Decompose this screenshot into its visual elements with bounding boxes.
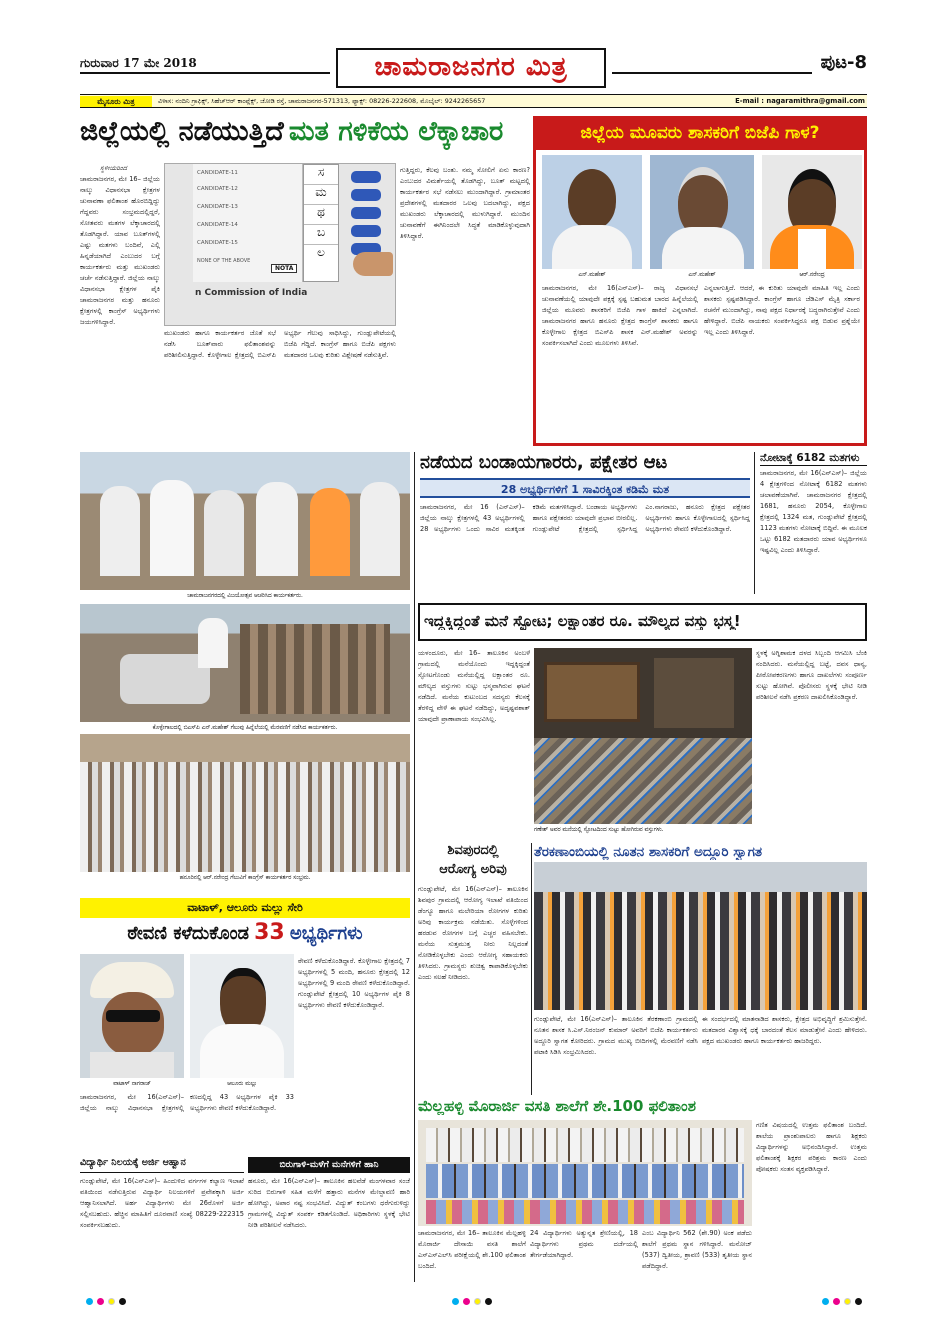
evm-symbol: ಮ xyxy=(304,185,338,205)
evm-label: CANDIDATE-13 xyxy=(197,204,238,210)
evm-nota-tag: NOTA xyxy=(271,264,297,273)
registration-dot xyxy=(86,1298,93,1305)
masthead-rule-left xyxy=(80,72,330,74)
arogya-headline-1: ಶಿವಪುರದಲ್ಲಿ xyxy=(447,843,499,858)
bjp-headline-bar xyxy=(536,119,864,150)
lead-byline: ಸ್ಥಳೀಯರಿಂದ xyxy=(100,164,127,172)
nota-divider xyxy=(754,452,755,594)
victory-photo-3 xyxy=(80,734,410,872)
mla-name-3: ಆರ್.ನರೇಂದ್ರ xyxy=(799,272,825,278)
thevani-headline-black: ಠೇವಣಿ ಕಳೆದುಕೊಂಡ xyxy=(127,923,250,944)
evm-label: CANDIDATE-12 xyxy=(197,186,238,192)
victory-caption-2: ಕೊಳ್ಳೇಗಾಲದಲ್ಲಿ ಬಿಎಸ್‌ಪಿ ಎನ್.ಮಹೇಶ್ ಗೆಲುವು ಹಿನ್ನೆಲೆಯಲ್ಲಿ ಮೆರವಣಿಗೆ ನಡೆಸಿದ ಕಾರ್ಯಕರ್ತರು. xyxy=(152,725,338,731)
contact-line: ವಿಳಾಸ: ನಂದಿನಿ ಗ್ರಾಫಿಕ್ಸ್, ಸಿಹೆಚ್ಆರ್ ಕಾಂಪ್ಲೆಕ್ಸ್, ಜೋಡಿ ರಸ್ತೆ, ಚಾಮರಾಜನಗರ-571313, ಫ್ಯಾಕ್ಸ್: 08226-222608, ಮೊಬೈಲ್: 9242265657 xyxy=(158,97,486,105)
masthead-rule-right xyxy=(612,72,812,74)
evm-label: CANDIDATE-11 xyxy=(197,170,238,176)
arogya-body: ಗುಂಡ್ಲುಪೇಟೆ, ಮೇ 16(ಎನ್‌ಎಸ್)– ತಾಲೂಕಿನ ಶಿವಪುರ ಗ್ರಾಮದಲ್ಲಿ ಆರೋಗ್ಯ ಇಲಾಖೆ ವತಿಯಿಂದ ಡೆಂಗ್ಯೂ ಹಾಗೂ ಮಲೇರಿಯಾ ರೋಗಗಳ ಕುರಿತು ಅರಿವು ಕಾರ್ಯಕ್ರಮ ನಡೆಯಿತು. ಸೊಳ್ಳೆಗಳಿಂದ ಹರಡುವ ರೋಗಗಳ ಬಗ್ಗೆ ಎಚ್ಚರ ವಹಿಸಬೇಕು. ಮನೆಯ ಸುತ್ತಮುತ್ತ ನೀರು ನಿಲ್ಲದಂತೆ ನೋಡಿಕೊಳ್ಳಬೇಕು ಎಂದು ಆರೋಗ್ಯ ಸಹಾಯಕರು ತಿಳಿಸಿದರು. ಗ್ರಾಮಸ್ಥರು ಶುಚಿತ್ವ ಕಾಪಾಡಿಕೊಳ್ಳಬೇಕು ಎಂದು ಸಲಹೆ ನೀಡಿದರು. xyxy=(418,885,528,981)
masthead-title-box xyxy=(336,48,606,88)
registration-dot xyxy=(463,1298,470,1305)
morarji-photo xyxy=(418,1120,752,1226)
bandaya-subhead-band xyxy=(420,478,750,498)
mallu-name: ಆಲೂರು ಮಲ್ಲು xyxy=(227,1081,257,1087)
bjp-body-col1: ಚಾಮರಾಜನಗರ, ಮೇ 16(ಎನ್‌ಎಸ್)– ರಾಜ್ಯ ವಿಧಾನಸಭೆ ಚುನಾವಣೆಯಲ್ಲಿ ಯಾವುದೇ ಪಕ್ಷಕ್ಕೆ ಸ್ಪಷ್ಟ ಬಹುಮತ ಬಾರದ ಹಿನ್ನೆಲೆಯಲ್ಲಿ ಜಿಲ್ಲೆಯ ಮೂವರು ಶಾಸಕರಿಗೆ ಬಿಜೆಪಿ ಗಾಳ ಹಾಕಿದೆ ಎನ್ನಲಾಗಿದೆ. ಚಾಮರಾಜನಗರ ಹಾಗೂ ಹನೂರು ಕ್ಷೇತ್ರದ ಕಾಂಗ್ರೆಸ್ ಶಾಸಕರು ಹಾಗೂ ಕೊಳ್ಳೇಗಾಲ ಕ್ಷೇತ್ರದ ಬಿಎಸ್‌ಪಿ ಶಾಸಕ ಎನ್.ಮಹೇಶ್ ಅವರನ್ನು ಸಂಪರ್ಕಿಸಲಾಗಿದೆ ಎಂದು ಮೂಲಗಳು ತಿಳಿಸಿವೆ. xyxy=(542,284,698,347)
registration-dot xyxy=(822,1298,829,1305)
arji-headline: ವಿದ್ಯಾರ್ಥಿ ನಿಲಯಕ್ಕೆ ಅರ್ಜಿ ಆಹ್ವಾನ xyxy=(80,1157,244,1173)
blast-caption: ಗಣೇಶ್ ಅವರ ಮನೆಯಲ್ಲಿ ಸ್ಫೋಟದಿಂದ ಸುಟ್ಟು ಹೋಗಿರುವ ವಸ್ತುಗಳು. xyxy=(534,827,664,833)
male-body: ಹನೂರು, ಮೇ 16(ಎನ್‌ಎಸ್)– ತಾಲೂಕಿನ ಹಲವೆಡೆ ಮಂಗಳವಾರ ಸಂಜೆ ಸುರಿದ ಬಿರುಗಾಳಿ ಸಹಿತ ಮಳೆಗೆ ಹತ್ತಾರು ಮನೆಗಳ ಮೇಲ್ಛಾವಣಿ ಹಾರಿ ಹೋಗಿದ್ದು, ಅಪಾರ ನಷ್ಟ ಸಂಭವಿಸಿದೆ. ವಿದ್ಯುತ್ ಕಂಬಗಳು ಧರೆಗುರುಳಿದ್ದು ಗ್ರಾಮಗಳಲ್ಲಿ ವಿದ್ಯುತ್ ಸಂಪರ್ಕ ಕಡಿತಗೊಂಡಿದೆ. ಅಧಿಕಾರಿಗಳು ಸ್ಥಳಕ್ಕೆ ಭೇಟಿ ನೀಡಿ ಪರಿಶೀಲನೆ ನಡೆಸಿದರು. xyxy=(248,1177,410,1229)
thevani-headline-red: 33 xyxy=(254,920,285,945)
morarji-body-col4: ಗಣಿತ ವಿಷಯದಲ್ಲಿ ಉತ್ತಮ ಫಲಿತಾಂಶ ಬಂದಿದೆ. ಶಾಲೆಯ ಪ್ರಾಂಶುಪಾಲರು ಹಾಗೂ ಶಿಕ್ಷಕರು ವಿದ್ಯಾರ್ಥಿಗಳನ್ನು ಅಭಿನಂದಿಸಿದ್ದಾರೆ. ಉತ್ತಮ ಫಲಿತಾಂಶಕ್ಕೆ ಶಿಕ್ಷಕರ ಪರಿಶ್ರಮ ಕಾರಣ ಎಂದು ಪೋಷಕರು ಸಂತಸ ವ್ಯಕ್ತಪಡಿಸಿದ್ದಾರೆ. xyxy=(756,1121,867,1173)
lead-body-col3: ಗುತ್ತಿದ್ದರು, ಕೆಲವು ಬಂತು. ನಮ್ಮ ಸೋಲಿಗೆ ಏನು ಕಾರಣ? ಎಂಬುದರ ವಿಮರ್ಶೆಯಲ್ಲಿ ತೊಡಗಿದ್ದು, ಬೂತ್ ಮಟ್ಟದಲ್ಲಿ ಕಾರ್ಯಕರ್ತರ ಸಭೆ ನಡೆಸಲು ಮುಂದಾಗಿದ್ದಾರೆ. ಗ್ರಾಮಾಂತರ ಪ್ರದೇಶಗಳಲ್ಲಿ ಮತದಾರರ ಒಲವು ಬದಲಾಗಿದ್ದು, ಪಕ್ಷದ ಮುಖಂಡರು ಲೆಕ್ಕಾಚಾರದಲ್ಲಿ ಮುಳುಗಿದ್ದಾರೆ. ಮುಂದಿನ ಚುನಾವಣೆಗೆ ಈಗಿನಿಂದಲೇ ಸಿದ್ಧತೆ ಮಾಡಿಕೊಳ್ಳುವುದಾಗಿ ತಿಳಿಸಿದ್ದಾರೆ. xyxy=(400,166,530,240)
registration-dot xyxy=(485,1298,492,1305)
evm-label: CANDIDATE-14 xyxy=(197,222,238,228)
morarji-body-col2: 24 ವಿದ್ಯಾರ್ಥಿಗಳು ಅತ್ಯುನ್ನತ ಶ್ರೇಣಿಯಲ್ಲಿ, 18 ವಿದ್ಯಾರ್ಥಿಗಳು ಪ್ರಥಮ ದರ್ಜೆಯಲ್ಲಿ ತೇರ್ಗಡೆಯಾಗಿದ್ದಾರೆ. xyxy=(530,1229,638,1259)
swagatha-body-col1: ಗುಂಡ್ಲುಪೇಟೆ, ಮೇ 16(ಎನ್‌ಎಸ್)– ತಾಲೂಕಿನ ತೆರಕಣಾಂಬಿ ಗ್ರಾಮದಲ್ಲಿ ನೂತನ ಶಾಸಕ ಸಿ.ಎಸ್.ನಿರಂಜನ್ ಕುಮಾರ್ ಅವರಿಗೆ ಬಿಜೆಪಿ ಕಾರ್ಯಕರ್ತರು ಅದ್ದೂರಿ ಸ್ವಾಗತ ಕೋರಿದರು. ಗ್ರಾಮದ ಮುಖ್ಯ ಬೀದಿಗಳಲ್ಲಿ ಮೆರವಣಿಗೆ ನಡೆಸಿ ಪಟಾಕಿ ಸಿಡಿಸಿ ಸಂಭ್ರಮಿಸಿದರು. xyxy=(534,1015,698,1056)
lead-body-col1: ಚಾಮರಾಜನಗರ, ಮೇ 16– ಜಿಲ್ಲೆಯ ನಾಲ್ಕು ವಿಧಾನಸಭಾ ಕ್ಷೇತ್ರಗಳ ಚುನಾವಣಾ ಫಲಿತಾಂಶ ಹೊರಬಿದ್ದಿದ್ದು ಗೆದ್ದವರು ಸಂಭ್ರಮದಲ್ಲಿದ್ದರೆ, ಸೋತವರು ಮತಗಳ ಲೆಕ್ಕಾಚಾರದಲ್ಲಿ ತೊಡಗಿದ್ದಾರೆ. ಯಾವ ಬೂತ್‌ಗಳಲ್ಲಿ ಎಷ್ಟು ಮತಗಳು ಬಂದಿವೆ, ಎಲ್ಲಿ ಹಿನ್ನಡೆಯಾಗಿದೆ ಎಂಬುದರ ಬಗ್ಗೆ ಕಾರ್ಯಕರ್ತರು ಮತ್ತು ಮುಖಂಡರು ಚರ್ಚೆ ನಡೆಸುತ್ತಿದ್ದಾರೆ. ಜಿಲ್ಲೆಯ ನಾಲ್ಕು ವಿಧಾನಸಭಾ ಕ್ಷೇತ್ರಗಳ ಪೈಕಿ ಚಾಮರಾಜನಗರ ಮತ್ತು ಹನೂರು ಕ್ಷೇತ್ರಗಳಲ್ಲಿ ಕಾಂಗ್ರೆಸ್ ಅಭ್ಯರ್ಥಿಗಳು ಜಯಗಳಿಸಿದ್ದಾರೆ. xyxy=(80,175,160,326)
mysore-mithra-tag: ಮೈಸೂರು ಮಿತ್ರ xyxy=(80,96,152,107)
morarji-headline: ಮೆಲ್ಲಹಳ್ಳಿ ಮೊರಾರ್ಜಿ ವಸತಿ ಶಾಲೆಗೆ ಶೇ.100 ಫಲಿತಾಂಶ xyxy=(418,1097,696,1115)
registration-dot xyxy=(833,1298,840,1305)
victory-caption-3: ಹನೂರಿನಲ್ಲಿ ಆರ್.ನರೇಂದ್ರ ಗೆಲುವಿಗೆ ಕಾಂಗ್ರೆಸ್ ಕಾರ್ಯಕರ್ತರ ಸಂಭ್ರಮ. xyxy=(179,875,311,881)
blast-body-col2: ಸ್ಥಳಕ್ಕೆ ಅಗ್ನಿಶಾಮಕ ದಳದ ಸಿಬ್ಬಂದಿ ಆಗಮಿಸಿ ಬೆಂಕಿ ನಂದಿಸಿದರು. ಮನೆಯಲ್ಲಿದ್ದ ಬಟ್ಟೆ, ದವಸ ಧಾನ್ಯ, ಪೀಠೋಪಕರಣಗಳು ಹಾಗೂ ದಾಖಲೆಗಳು ಸಂಪೂರ್ಣ ಸುಟ್ಟು ಹೋಗಿವೆ. ಪೊಲೀಸರು ಸ್ಥಳಕ್ಕೆ ಭೇಟಿ ನೀಡಿ ಪರಿಶೀಲನೆ ನಡೆಸಿ ಪ್ರಕರಣ ದಾಖಲಿಸಿಕೊಂಡಿದ್ದಾರೆ. xyxy=(756,649,867,701)
nota-headline: ನೋಟಾಕ್ಕೆ 6182 ಮತಗಳು xyxy=(760,452,867,466)
arogya-headline-2: ಆರೋಗ್ಯ ಅರಿವು xyxy=(439,862,507,877)
registration-marks-center xyxy=(450,1290,494,1309)
thevani-headline xyxy=(80,920,410,950)
registration-dot xyxy=(97,1298,104,1305)
thevani-body-col2: ಠೇವಣಿ ಕಳೆದುಕೊಂಡಿದ್ದಾರೆ. ಕೊಳ್ಳೇಗಾಲ ಕ್ಷೇತ್ರದಲ್ಲಿ 7 ಅಭ್ಯರ್ಥಿಗಳಲ್ಲಿ 5 ಮಂದಿ, ಹನೂರು ಕ್ಷೇತ್ರದಲ್ಲಿ 12 ಅಭ್ಯರ್ಥಿಗಳಲ್ಲಿ 9 ಮಂದಿ ಠೇವಣಿ ಕಳೆದುಕೊಂಡಿದ್ದಾರೆ. ಗುಂಡ್ಲುಪೇಟೆ ಕ್ಷೇತ್ರದಲ್ಲಿ 10 ಅಭ್ಯರ್ಥಿಗಳ ಪೈಕಿ 8 ಅಭ್ಯರ್ಥಿಗಳು ಠೇವಣಿ ಕಳೆದುಕೊಂಡಿದ್ದಾರೆ. xyxy=(298,957,410,1009)
registration-marks-left xyxy=(84,1290,128,1309)
column-rule xyxy=(414,452,415,1282)
thevani-kicker: ವಾಟಾಳ್, ಆಲೂರು ಮಲ್ಲು ಸೇರಿ xyxy=(80,898,410,918)
lead-headline-green: ಮತ ಗಳಿಕೆಯ ಲೆಕ್ಕಾಚಾರ xyxy=(288,116,504,147)
mla-name-2: ಎನ್.ಮಹೇಶ್ xyxy=(688,272,716,278)
thevani-headline-blue: ಅಭ್ಯರ್ಥಿಗಳು xyxy=(289,923,363,944)
blast-photo xyxy=(534,648,752,824)
bjp-box xyxy=(533,116,867,446)
masthead xyxy=(80,48,867,92)
bandaya-headline: ನಡೆಯದ ಬಂಡಾಯಗಾರರು, ಪಕ್ಷೇತರ ಆಟ xyxy=(420,452,668,473)
voter-finger xyxy=(353,252,393,276)
evm-symbol: ಲ xyxy=(317,245,325,259)
blast-headline-box xyxy=(418,603,867,641)
registration-dot xyxy=(844,1298,851,1305)
morarji-body-col1: ಚಾಮರಾಜನಗರ, ಮೇ 16– ತಾಲೂಕಿನ ಮೆಲ್ಲಹಳ್ಳಿ ಮೊರಾರ್ಜಿ ದೇಸಾಯಿ ವಸತಿ ಶಾಲೆಗೆ ಎಸ್‌ಎಸ್‌ಎಲ್‌ಸಿ ಪರೀಕ್ಷೆಯಲ್ಲಿ ಶೇ.100 ಫಲಿತಾಂಶ ಬಂದಿದೆ. xyxy=(418,1229,526,1270)
victory-caption-1: ಚಾಮರಾಜನಗರದಲ್ಲಿ ವಿಜಯೋತ್ಸವ ಆಚರಿಸಿದ ಕಾರ್ಯಕರ್ತರು. xyxy=(187,593,303,599)
blast-headline: ಇದ್ದಕ್ಕಿದ್ದಂತೆ ಮನೆ ಸ್ಫೋಟ; ಲಕ್ಷಾಂತರ ರೂ. ಮೌಲ್ಯದ ವಸ್ತು ಭಸ್ಮ! xyxy=(424,612,741,630)
email-line: E-mail : nagaramithra@gmail.com xyxy=(735,97,865,105)
lead-body-col2: ಮುಖಂಡರು ಹಾಗೂ ಕಾರ್ಯಕರ್ತರ ಜೊತೆ ಸಭೆ ನಡೆಸಿ ಬೂತ್‌ವಾರು ಫಲಿತಾಂಶವನ್ನು ಪರಿಶೀಲಿಸುತ್ತಿದ್ದಾರೆ. ಕೊಳ್ಳೇಗಾಲ ಕ್ಷೇತ್ರದಲ್ಲಿ ಬಿಎಸ್‌ಪಿ ಅಭ್ಯರ್ಥಿ ಗೆಲುವು ಸಾಧಿಸಿದ್ದು, ಗುಂಡ್ಲುಪೇಟೆಯಲ್ಲಿ ಬಿಜೆಪಿ ಗೆದ್ದಿದೆ. ಕಾಂಗ್ರೆಸ್ ಹಾಗೂ ಬಿಜೆಪಿ ಪಕ್ಷಗಳು ಮತದಾರರ ಒಲವು ಕುರಿತು ವಿಶ್ಲೇಷಣೆ ನಡೆಸುತ್ತಿವೆ. xyxy=(164,329,396,359)
evm-symbol-column xyxy=(303,164,339,282)
nota-body: ಚಾಮರಾಜನಗರ, ಮೇ 16(ಎನ್‌ಎಸ್)– ಜಿಲ್ಲೆಯ 4 ಕ್ಷೇತ್ರಗಳಿಂದ ನೋಟಾಕ್ಕೆ 6182 ಮತಗಳು ಚಲಾವಣೆಯಾಗಿವೆ. ಚಾಮರಾಜನಗರ ಕ್ಷೇತ್ರದಲ್ಲಿ 1681, ಹನೂರು 2054, ಕೊಳ್ಳೇಗಾಲ ಕ್ಷೇತ್ರದಲ್ಲಿ 1324 ಮತ, ಗುಂಡ್ಲುಪೇಟೆ ಕ್ಷೇತ್ರದಲ್ಲಿ 1123 ಮತಗಳು ನೋಟಾಕ್ಕೆ ಬಿದ್ದಿವೆ. ಈ ಮೂಲಕ ಒಟ್ಟು 6182 ಮತದಾರರು ಯಾವ ಅಭ್ಯರ್ಥಿಗಳೂ ಇಷ್ಟವಿಲ್ಲ ಎಂದು ತಿಳಿಸಿದ್ದಾರೆ. xyxy=(760,469,867,554)
registration-dot xyxy=(119,1298,126,1305)
registration-dot xyxy=(108,1298,115,1305)
issue-date: ಗುರುವಾರ 17 ಮೇ 2018 xyxy=(80,56,197,70)
mla-photo-2 xyxy=(650,155,754,269)
evm-footer: n Commission of India xyxy=(195,288,308,298)
column-rule xyxy=(531,843,532,1095)
victory-photo-1 xyxy=(80,452,410,590)
bandaya-subhead: 28 ಅಭ್ಯರ್ಥಿಗಳಿಗೆ 1 ಸಾವಿರಕ್ಕಿಂತ ಕಡಿಮೆ ಮತ xyxy=(500,483,670,496)
swagatha-photo xyxy=(534,862,867,1010)
evm-symbol: ಬ xyxy=(304,225,338,245)
lead-headline xyxy=(80,116,530,160)
thevani-body-col1: ಚಾಮರಾಜನಗರ, ಮೇ 16(ಎನ್‌ಎಸ್)– ಜಿಲ್ಲೆಯ ನಾಲ್ಕು ವಿಧಾನಸಭಾ ಕ್ಷೇತ್ರಗಳಲ್ಲಿ ಕಣದಲ್ಲಿದ್ದ 43 ಅಭ್ಯರ್ಥಿಗಳ ಪೈಕಿ 33 ಅಭ್ಯರ್ಥಿಗಳು ಠೇವಣಿ ಕಳೆದುಕೊಂಡಿದ್ದಾರೆ. xyxy=(80,1093,294,1112)
evm-symbol: ಸ xyxy=(304,165,338,185)
victory-photo-2 xyxy=(80,604,410,722)
page-number: ಪುಟ-8 xyxy=(820,52,867,73)
bjp-body-col2: ಎನ್ನಲಾಗುತ್ತಿದೆ. ಆದರೆ, ಈ ಕುರಿತು ಯಾವುದೇ ಮಾಹಿತಿ ಇಲ್ಲ ಎಂದು ಶಾಸಕರು ಸ್ಪಷ್ಟಪಡಿಸಿದ್ದಾರೆ. ಕಾಂಗ್ರೆಸ್ ಹಾಗೂ ಜೆಡಿಎಸ್ ಮೈತ್ರಿ ಸರ್ಕಾರ ರಚನೆಗೆ ಮುಂದಾಗಿದ್ದು, ನಾವು ಪಕ್ಷದ ನಿರ್ಧಾರಕ್ಕೆ ಬದ್ಧರಾಗಿರುತ್ತೇವೆ ಎಂದು ಹೇಳಿದ್ದಾರೆ. ಬಿಜೆಪಿ ನಾಯಕರು ಸಂಪರ್ಕಿಸಿದ್ದರೂ ಪಕ್ಷ ಬಿಡುವ ಪ್ರಶ್ನೆಯೇ ಇಲ್ಲ ಎಂದು ತಿಳಿಸಿದ್ದಾರೆ. xyxy=(704,284,860,336)
registration-dot xyxy=(452,1298,459,1305)
contact-strip xyxy=(80,94,867,108)
bjp-headline: ಜಿಲ್ಲೆಯ ಮೂವರು ಶಾಸಕರಿಗೆ ಬಿಜೆಪಿ ಗಾಳ? xyxy=(580,123,820,143)
mla-name-1: ಎನ್.ಮಹೇಶ್ xyxy=(578,272,606,278)
mla-photo-3 xyxy=(762,155,862,269)
vatal-name: ವಾಟಾಳ್ ನಾಗರಾಜ್ xyxy=(113,1081,151,1087)
blast-body-col1: ಯಳಂದೂರು, ಮೇ 16– ತಾಲೂಕಿನ ಅಂಬಳೆ ಗ್ರಾಮದಲ್ಲಿ ಮನೆಯೊಂದು ಇದ್ದಕ್ಕಿದ್ದಂತೆ ಸ್ಫೋಟಗೊಂಡು ಮನೆಯಲ್ಲಿದ್ದ ಲಕ್ಷಾಂತರ ರೂ. ಮೌಲ್ಯದ ವಸ್ತುಗಳು ಸುಟ್ಟು ಭಸ್ಮವಾಗಿರುವ ಘಟನೆ ನಡೆದಿದೆ. ಮನೆಯ ಕುಟುಂಬದ ಸದಸ್ಯರು ಕೆಲಸಕ್ಕೆ ತೆರಳಿದ್ದ ವೇಳೆ ಈ ಘಟನೆ ನಡೆದಿದ್ದು, ಅದೃಷ್ಟವಶಾತ್ ಯಾವುದೇ ಪ್ರಾಣಾಪಾಯ ಸಂಭವಿಸಿಲ್ಲ. xyxy=(418,649,530,723)
mallu-photo xyxy=(190,954,294,1078)
mla-photo-1 xyxy=(542,155,642,269)
registration-dot xyxy=(474,1298,481,1305)
evm-photo xyxy=(164,163,396,326)
evm-label: CANDIDATE-15 xyxy=(197,240,238,246)
masthead-title: ಚಾಮರಾಜನಗರ ಮಿತ್ರ xyxy=(374,52,568,82)
morarji-body-col3: ಎಂಬ ವಿದ್ಯಾರ್ಥಿನಿ 562 (ಶೇ.90) ಅಂಕ ಪಡೆದು ಶಾಲೆಗೆ ಪ್ರಥಮ ಸ್ಥಾನ ಗಳಿಸಿದ್ದಾರೆ. ಮನೋಜ್ (537) ದ್ವಿತೀಯ, ಶ್ರಾವಣಿ (533) ತೃತೀಯ ಸ್ಥಾನ ಪಡೆದಿದ್ದಾರೆ. xyxy=(642,1229,752,1270)
evm-label: NONE OF THE ABOVE xyxy=(197,258,251,264)
registration-dot xyxy=(855,1298,862,1305)
swagatha-body-col2: ಈ ಸಂದರ್ಭದಲ್ಲಿ ಮಾತನಾಡಿದ ಶಾಸಕರು, ಕ್ಷೇತ್ರದ ಅಭಿವೃದ್ಧಿಗೆ ಶ್ರಮಿಸುತ್ತೇನೆ. ಮತದಾರರ ವಿಶ್ವಾಸಕ್ಕೆ ಧಕ್ಕೆ ಬಾರದಂತೆ ಕೆಲಸ ಮಾಡುತ್ತೇನೆ ಎಂದು ಹೇಳಿದರು. ಪಕ್ಷದ ಮುಖಂಡರು ಹಾಗೂ ಕಾರ್ಯಕರ್ತರು ಹಾಜರಿದ್ದರು. xyxy=(702,1015,867,1045)
registration-marks-right xyxy=(820,1290,864,1309)
evm-symbol: ಥ xyxy=(304,205,338,225)
arji-body: ಗುಂಡ್ಲುಪೇಟೆ, ಮೇ 16(ಎನ್‌ಎಸ್)– ಹಿಂದುಳಿದ ವರ್ಗಗಳ ಕಲ್ಯಾಣ ಇಲಾಖೆ ವತಿಯಿಂದ ನಡೆಸುತ್ತಿರುವ ವಿದ್ಯಾರ್ಥಿ ನಿಲಯಗಳಿಗೆ ಪ್ರವೇಶಕ್ಕಾಗಿ ಅರ್ಜಿ ಆಹ್ವಾನಿಸಲಾಗಿದೆ. ಅರ್ಹ ವಿದ್ಯಾರ್ಥಿಗಳು ಮೇ 26ರೊಳಗೆ ಅರ್ಜಿ ಸಲ್ಲಿಸಬಹುದು. ಹೆಚ್ಚಿನ ಮಾಹಿತಿಗೆ ದೂರವಾಣಿ ಸಂಖ್ಯೆ 08229-222315 ಸಂಪರ್ಕಿಸಬಹುದು. xyxy=(80,1177,244,1229)
swagatha-headline: ತೆರಕಣಾಂಬಿಯಲ್ಲಿ ನೂತನ ಶಾಸಕರಿಗೆ ಅದ್ದೂರಿ ಸ್ವಾಗತ xyxy=(534,844,763,860)
vatal-photo xyxy=(80,954,184,1078)
lead-headline-black: ಜಿಲ್ಲೆಯಲ್ಲಿ ನಡೆಯುತ್ತಿದೆ xyxy=(80,116,284,147)
male-headline: ಬಿರುಗಾಳಿ-ಮಳೆಗೆ ಮನೆಗಳಿಗೆ ಹಾನಿ xyxy=(248,1157,410,1173)
bandaya-body: ಚಾಮರಾಜನಗರ, ಮೇ 16 (ಎನ್‌ಎಸ್)– ಜಿಲ್ಲೆಯ ನಾಲ್ಕು ಕ್ಷೇತ್ರಗಳಲ್ಲಿ 43 ಅಭ್ಯರ್ಥಿಗಳಲ್ಲಿ 28 ಅಭ್ಯರ್ಥಿಗಳು ಒಂದು ಸಾವಿರ ಮತಕ್ಕಿಂತ ಕಡಿಮೆ ಮತಗಳಿಸಿದ್ದಾರೆ. ಬಂಡಾಯ ಅಭ್ಯರ್ಥಿಗಳು ಹಾಗೂ ಪಕ್ಷೇತರರು ಯಾವುದೇ ಪ್ರಭಾವ ಬೀರಲಿಲ್ಲ. ಗುಂಡ್ಲುಪೇಟೆ ಕ್ಷೇತ್ರದಲ್ಲಿ ಸ್ಪರ್ಧಿಸಿದ್ದ ಎಂ.ನಾಗರಾಜು, ಹನೂರು ಕ್ಷೇತ್ರದ ಪಕ್ಷೇತರ ಅಭ್ಯರ್ಥಿಗಳು ಹಾಗೂ ಕೊಳ್ಳೇಗಾಲದಲ್ಲಿ ಸ್ಪರ್ಧಿಸಿದ್ದ ಅಭ್ಯರ್ಥಿಗಳು ಠೇವಣಿ ಕಳೆದುಕೊಂಡಿದ್ದಾರೆ. xyxy=(420,503,750,533)
